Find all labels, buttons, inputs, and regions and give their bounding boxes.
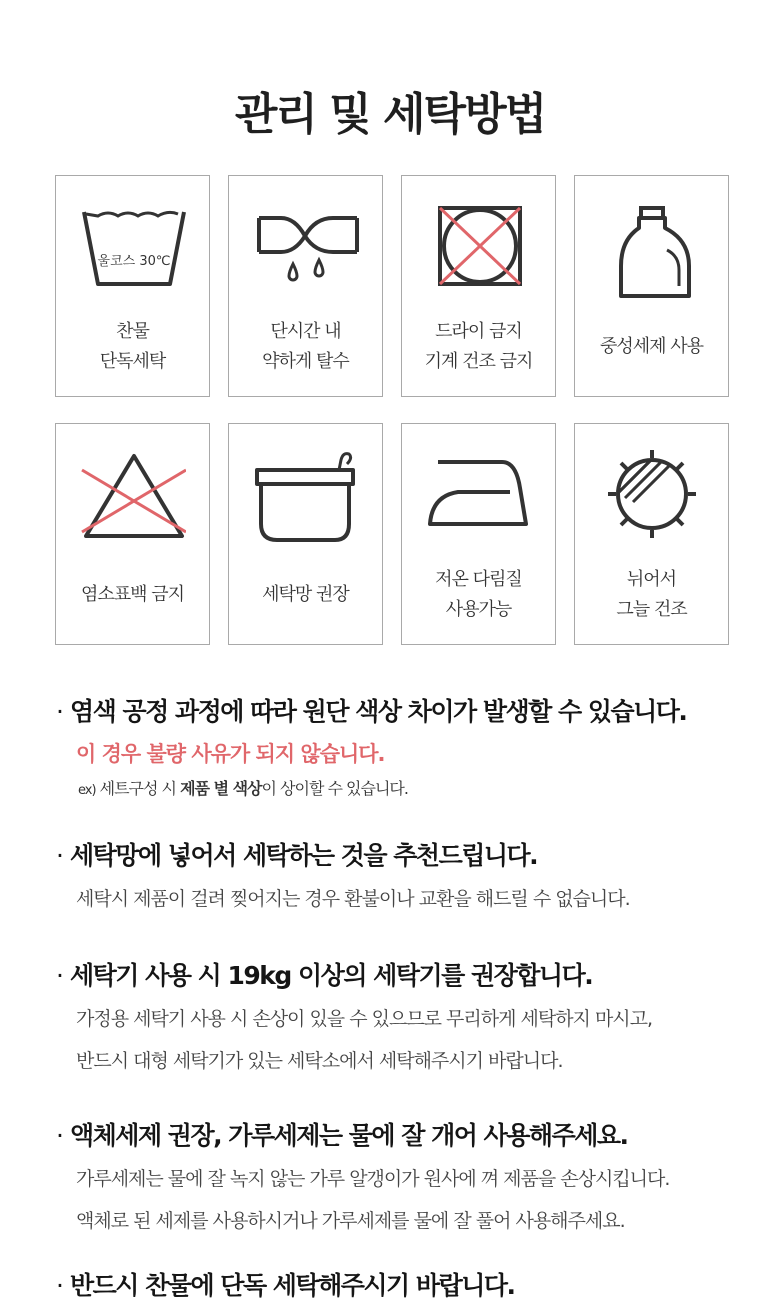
- bullet: ·: [56, 961, 63, 990]
- note-heading: [56, 954, 756, 998]
- care-card-caption: [575, 312, 728, 382]
- bullet: ·: [56, 1121, 63, 1150]
- note-cold-wash: [56, 1264, 756, 1308]
- detergent-bottle-icon: [599, 200, 705, 306]
- care-card-no-bleach: [55, 423, 210, 645]
- page-title: 관리 및 세탁방법: [234, 89, 546, 140]
- care-card-cold-wash: [55, 175, 210, 397]
- care-card-laundry-net: [228, 423, 383, 645]
- care-card-detergent: [574, 175, 729, 397]
- care-notes: [56, 690, 756, 1308]
- note-heading: [56, 834, 756, 878]
- care-card-caption: [56, 312, 209, 382]
- note-detail: 가정용 세탁기 사용 시 손상이 있을 수 있으므로 무리하게 세탁하지 마시고,: [76, 1008, 653, 1030]
- note-detail: 세탁시 제품이 걸려 찢어지는 경우 환불이나 교환을 해드릴 수 없습니다.: [76, 888, 630, 910]
- bullet: ·: [56, 697, 63, 726]
- note-heading-text: 세탁망에 넣어서 세탁하는 것을 추천드립니다.: [70, 841, 538, 870]
- note-heading-text: 염색 공정 과정에 따라 원단 색상 차이가 발생할 수 있습니다.: [70, 697, 687, 726]
- shade-dry-icon: [599, 448, 705, 554]
- note-heading: [56, 1264, 756, 1308]
- note-heading-text: 액체세제 권장, 가루세제는 물에 잘 개어 사용해주세요.: [70, 1121, 628, 1150]
- example-text: 세트구성 시: [95, 779, 181, 798]
- bullet: ·: [56, 841, 63, 870]
- note-detail: 반드시 대형 세탁기가 있는 세탁소에서 세탁해주시기 바랍니다.: [76, 1050, 563, 1072]
- caption-line: 사용가능: [445, 599, 512, 620]
- no-dry-clean-icon: [426, 200, 532, 306]
- laundry-net-icon: [253, 448, 359, 554]
- note-example: [56, 774, 756, 806]
- caption-line: 단시간 내: [270, 321, 341, 342]
- example-text: 이 상이할 수 있습니다.: [261, 779, 408, 798]
- caption-line: 세탁망 권장: [262, 584, 349, 605]
- care-symbol-grid: [55, 175, 730, 645]
- care-card-caption: [229, 312, 382, 382]
- wring-icon: [253, 200, 359, 306]
- note-detail: 액체로 된 세제를 사용하시거나 가루세제를 물에 잘 풀어 사용해주세요.: [76, 1210, 625, 1232]
- caption-line: 저온 다림질: [435, 569, 522, 590]
- no-bleach-icon: [80, 448, 186, 554]
- note-laundry-net: [56, 834, 756, 920]
- note-heading: [56, 690, 756, 734]
- care-card-no-dry: [401, 175, 556, 397]
- bullet: ·: [56, 1271, 63, 1300]
- care-card-caption: [402, 560, 555, 630]
- note-washer-size: [56, 954, 756, 1082]
- example-emphasis: 제품 별 색상: [180, 779, 262, 798]
- caption-line: 뉘어서: [626, 569, 677, 590]
- caption-line: 염소표백 금지: [80, 584, 185, 605]
- example-prefix: ex): [78, 783, 96, 798]
- caption-line: 기계 건조 금지: [424, 351, 533, 372]
- care-card-caption: [229, 560, 382, 630]
- caption-line: 그늘 건조: [616, 599, 687, 620]
- wash-temp-label: 울코스 30℃: [97, 254, 171, 269]
- caption-line: 약하게 탈수: [262, 351, 349, 372]
- care-card-spin: [228, 175, 383, 397]
- note-warning: 이 경우 불량 사유가 되지 않습니다.: [76, 742, 385, 766]
- care-card-caption: [575, 560, 728, 630]
- care-card-shade-dry: [574, 423, 729, 645]
- note-detail: 가루세제는 물에 잘 녹지 않는 가루 알갱이가 원사에 껴 제품을 손상시킵니다.: [76, 1168, 670, 1190]
- note-heading: [56, 1114, 756, 1158]
- iron-icon: [426, 448, 532, 554]
- caption-line: 단독세탁: [99, 351, 166, 372]
- note-detergent: [56, 1114, 756, 1242]
- care-card-caption: [402, 312, 555, 382]
- care-card-iron: [401, 423, 556, 645]
- note-heading-text: 반드시 찬물에 단독 세탁해주시기 바랍니다.: [70, 1271, 515, 1300]
- caption-line: 찬물: [116, 321, 149, 342]
- caption-line: 드라이 금지: [435, 321, 522, 342]
- note-color-difference: [56, 690, 756, 806]
- wash-tub-icon: [80, 200, 186, 306]
- care-card-caption: [56, 560, 209, 630]
- note-heading-text: 세탁기 사용 시 19kg 이상의 세탁기를 권장합니다.: [70, 961, 593, 990]
- caption-line: 중성세제 사용: [599, 336, 704, 357]
